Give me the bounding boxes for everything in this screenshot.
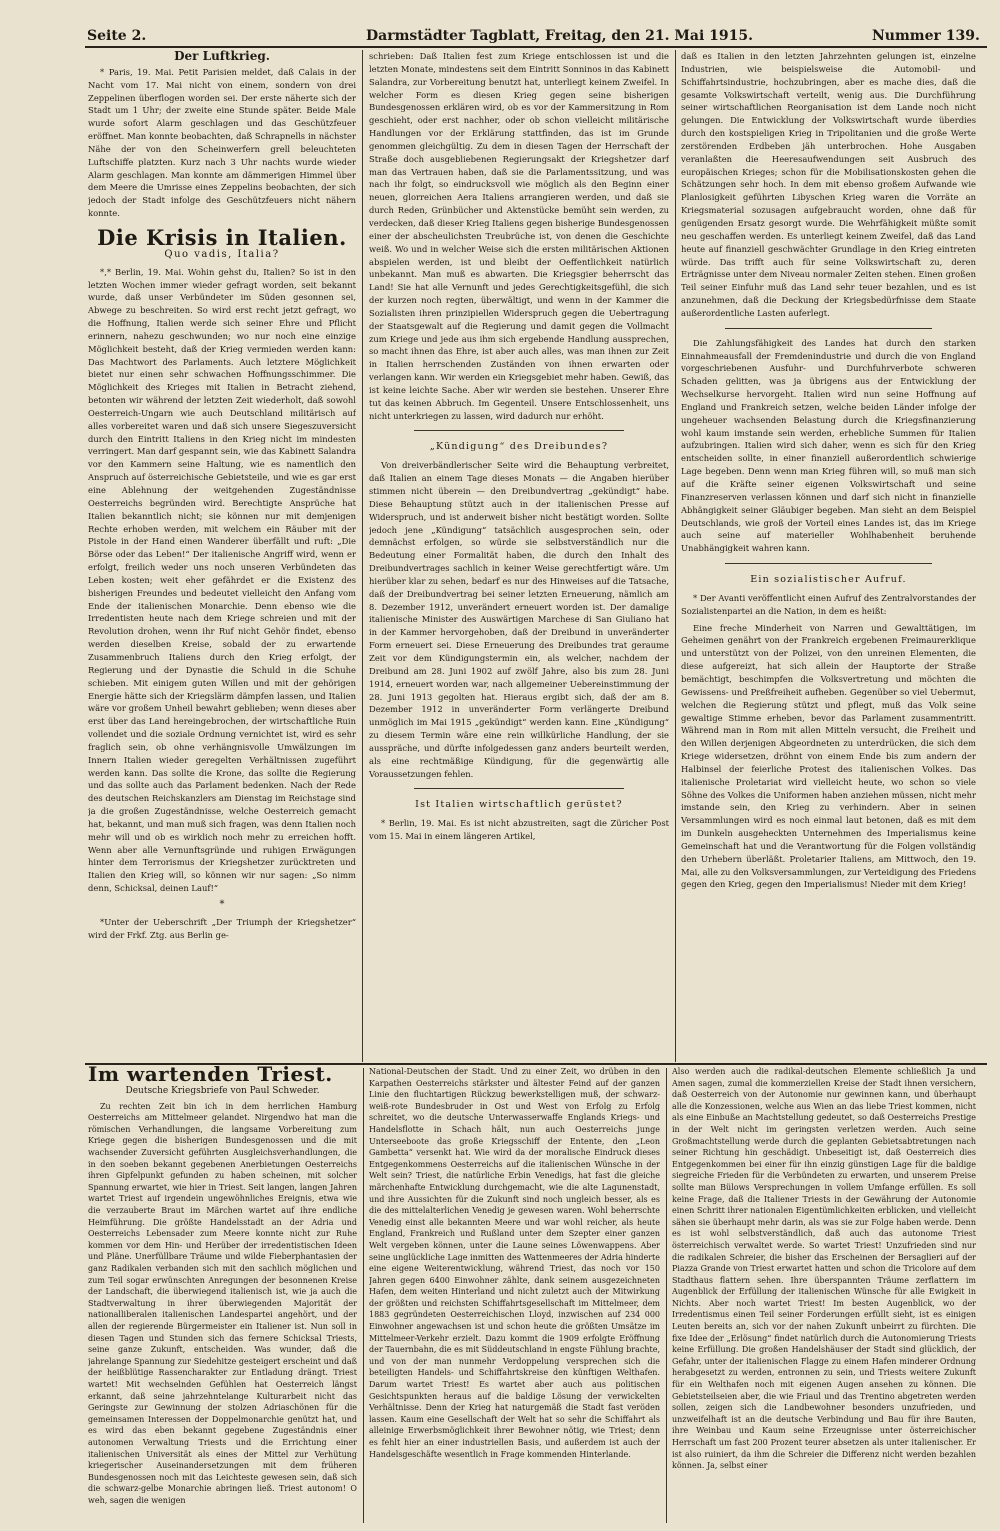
aufruf-heading: Ein sozialistischer Aufruf. (750, 574, 907, 586)
triest-byline: Deutsche Kriegsbriefe von Paul Schweder. (125, 1085, 320, 1096)
dreibund-article: Von dreiverbändlerischer Seite wird die Behauptung verbreitet, daß Italien an einem Tage dieses Monats — die Angaben hierüber stimmen nicht überein — den Dreibundvertrag „gekündigt“ habe. Diese Behauptung stützt auch in der italienischen Presse auf Widerspruch, und ist anderweit bisher nicht bestätigt worden. Sollte jedoch jene „Kündigung“ tatsächlich ausgesprochen sein, oder demnächst erfolgen, so würde sie selbstverständlich nur die Bedeutung einer Formalität haben, die durch den Inhalt des Dreibundvertrages sachlich in keiner Weise gerechtfertigt wäre. Um hierüber klar zu sehen, bedarf es nur des Hinweises auf die Tatsache, daß der Dreibundvertrag bei seiner letzten Erneuerung, nämlich am 8. Dezember 1912, unverändert erneuert worden ist. Der damalige italienische Minister des Auswärtigen Marchese di San Giuliano hat in der Kammer hervorgehoben, daß der Dreibund in unveränderter Form erneuert sei. Diese Erneuerung des Dreibundes trat geraume Zeit vor dem Kündigungstermin ein, als welcher, nachdem der Dreibund am 28. Juni 1902 auf zwölf Jahre, also bis zum 28. Juni 1914, erneuert worden war, nach allgemeiner Uebereinstimmung der 28. Juni 1913 gegolten hat. Hieraus ergibt sich, daß der am 8. Dezember 1912 in unveränderter Form verlängerte Dreibund unmöglich im Mai 1915 „gekündigt“ werden kann. Eine „Kündigung“ zu diesem Termin wäre eine rein willkürliche Handlung, der sie ausspräche, und dürfte infolgedessen ganz anders beurteilt werden, als eine rechtmäßige Kündigung, für die gegenwärtig alle Voraussetzungen fehlen. (369, 460, 669, 779)
krisis-article-body: *,* Berlin, 19. Mai. Wohin gehst du, Italien? So ist in den letzten Wochen immer wieder gefragt worden, seit bekannt wurde, daß unser Verbündeter im Süden gesonnen sei, Abwege zu beschreiten. So wird erst recht jetzt gefragt, wo die Hoffnung, Italien werde sich seiner Ehre und Pflicht erinnern, nahezu geschwunden; wo nur noch eine einzige Möglichkeit besteht, daß der Krieg vermieden werden kann: Das Machtwort des Parlaments. Auch letztere Möglichkeit bietet nur einen sehr schwachen Hoffnungsschimmer. Die Möglichkeit des Krieges mit Italien in Betracht ziehend, betonten wir während der letzten Zeit wiederholt, daß sowohl Oesterreich-Ungarn wie auch Deutschland militärisch auf alles vorbereitet waren und daß sich unsere Siegeszuversicht durch den Eintritt Italiens in den Krieg nicht im mindesten verringert. Man darf gespannt sein, wie das Kabinett Salandra vor den Kammern seine Haltung, wie es namentlich den Anspruch auf österreichische Gebietsteile, und wie es gar erst eine Ablehnung der weitgehenden Zugeständnisse Oesterreichs begründen wird. Berechtigte Ansprüche hat Italien bekanntlich nicht; sie können nur mit demjenigen Rechte erhoben werden, mit welchem ein Räuber mit der Pistole in der Hand einen Wanderer überfällt und ruft: „Die Börse oder das Leben!“ Der italienische Angriff wird, wenn er erfolgt, freilich weder uns noch unseren Verbündeten das Leben kosten; weit eher gefährdet er die Existenz des bisherigen Freundes und bedeutet vielleicht den Anfang vom Ende der italienischen Monarchie. Denn ebenso wie die Irredentisten heute nach dem Kriege schreien und mit der Revolution drohen, wenn ihr Ruf nicht Gehör findet, ebenso werden dieselben Kreise, sobald der zu erwartende Zusammenbruch Italiens durch den Krieg erfolgt, der Regierung und der Dynastie die Schuld in die Schuhe schieben. Mit einigem guten Willen und mit der gehörigen Energie hätte sich der Kriegslärm dämpfen lassen, und Italien wäre vor großem Unheil bewahrt geblieben; wenn dieses aber erst über das Land hereingebrochen, der wirtschaftliche Ruin vollendet und die soziale Ordnung vernichtet ist, wird es sehr fraglich sein, ob ohne verhängnisvolle Umwälzungen im Innern Italien wieder geregelten Verhältnissen zugeführt werden kann. Das sollte die Krone, das sollte die Regierung und das sollte auch das Parlament bedenken. Nach der Rede des deutschen Reichskanzlers am Dienstag im Reichstage sind ja die großen Zugeständnisse, welche Oesterreich gemacht hat, bekannt, und man muß sich fragen, was denn Italien noch mehr will und ob es wirklich noch mehr zu erreichen hofft. Wenn aber alle Vernunftsgründe und ruhigen Erwägungen hinter dem Terrorismus der Kriegshetzer zurücktreten und Italien den Krieg will, so können wir nur sagen: „So nimm denn, Schicksal, deinen Lauf!“ (88, 266, 356, 894)
triest-column-2 (369, 1066, 660, 1524)
kriegshetzer-article: schrieben: Daß Italien fest zum Kriege entschlossen ist und die letzten Monate, mindestens seit dem Eintritt Sonninos in das Kabinett Salandra, zur Vorbereitung benutzt hat, unterliegt keinem Zweifel. In welcher Form es diesen Krieg gegen seine bisherigen Bundesgenossen erklären wird, ob es vor der Kammersitzung in Rom geschieht, oder erst nachher, oder ob schon vielleicht militärische Handlungen vor der Erklärung stattfinden, das ist im Grunde genommen gleichgültig. Zu dem in diesen Tagen der Herrschaft der Straße doch ausgebliebenen Regierungsakt der Kriegshetzer darf man das Vertrauen haben, daß sie die Parlamentssitzung, und was nach ihr folgt, so eindrucksvoll wie möglich als den Beginn einer neuen, glorreichen Aera Italiens arrangieren werden, und daß sie durch Reden, Grünbücher und Aktenstücke bemüht sein werden, zu verdecken, daß dieser Krieg Italiens gegen bisherige Bundesgenossen einer der abscheulichsten Treubrüche ist, von denen die Geschichte weiß. Wo und in welcher Weise sich die ersten militärischen Aktionen abspielen werden, ist und bleibt der Oeffentlichkeit natürlich unbekannt. Man muß es abwarten. Die Kriegsgier beherrscht das Land! Sie hat alle Vernunft und jedes Gerechtigkeitsgefühl, die sich der kurzen noch regten, überwältigt, und wenn in der Kammer die Sozialisten ihren prinzipiellen Widerspruch gegen die Uebertragung der Staatsgewalt auf die Regierung und damit gegen die Vollmacht zum Kriege und jede aus ihm sich ergebende Handlung aussprechen, so macht ihnen das Ehre, ist aber auch alles, was man ihnen zur Zeit in Italien herrschenden Zuständen von ihnen erwarten oder verlangen kann. Wir werden ein Kriegsgebiet mehr haben. Gewiß, das ist keine leichte Sache. Aber wir werden sie bestehen. Unserer Ehre tut das keinen Abbruch. Im Gegenteil. Unsere Entschlossenheit, uns nicht unterkriegen zu lassen, wird dadurch nur erhöht. (369, 51, 669, 421)
issue-number: Nummer 139. (872, 28, 980, 44)
wirtschaft-heading: Ist Italien wirtschaftlich gerüstet? (415, 799, 623, 811)
wirtschaft-article-start: * Berlin, 19. Mai. Es ist nicht abzustreiten, sagt die Züricher Post vom 15. Mai in einem längeren Artikel, (369, 818, 669, 842)
section-separator (85, 1063, 987, 1065)
triest-text-part1: Zu rechten Zeit bin ich in dem herrlichen Hamburg Oesterreichs am Mittelmeer gelandet. Nirgendwo hat man die römischen Verhandlungen, die langsame Vorbereitung zum Kriege gegen die bisherigen Bundesgenossen und die mit wachsender Zuversicht geführten Ausgleichsverhandlungen, die in den soeben bekannt gegebenen Anerbietungen Oesterreichs ihren Gipfelpunkt gefunden zu haben scheinen, mit solcher Spannung erwartet, wie hier in Triest. Seit langen, langen Jahren wartet Triest auf irgendein ungewöhnliches Ereignis, etwa wie die verzauberte Braut im Märchen wartet auf ihre endliche Heimführung. Die größte Handelsstadt an der Adria und Oesterreichs Lebensader zum Meere konnte nicht zur Ruhe kommen vor dem Hin- und Herüber der irredentistischen Ideen und Pläne. Unerfüllbare Träume und wilde Fieberphantasien der ganz Radikalen verbanden sich mit den sachlich möglichen und zum Teil sogar erwünschten Anregungen der besonnenen Kreise der Landschaft, die überwiegend italienisch ist, wie ja auch die Stadtverwaltung in ihrer überwiegenden Majorität der nationalliberalen italienischen Landespartei angehört, und der allen der regierende Bürgermeister ein Italiener ist. Nun soll in diesen Tagen und Stunden sich das fernere Schicksal Triests, seine ganze Zukunft, entscheiden. Was wunder, daß die jahrelange Spannung zur Siedehitze gesteigert erscheint und daß der heißblütige Rassencharakter zur Entladung drängt. Triest wartet! Mit wechselnden Gefühlen hat Oesterreich längst erkannt, daß seine jahrzehntelange Kulturarbeit nicht das Geringste zur Gewinnung der stolzen Adriaschönen für die gemeinsamen Interessen der Doppelmonarchie genützt hat, und es wird das eben bekannt gegebene Zugeständnis einer autonomen Verwaltung Triests und die Errichtung einer italienischen Universität als eines der Mittel zur Verhütung kriegerischer Auseinandersetzungen mit dem früheren Bundesgenossen noch mit das Leichteste gewesen sein, daß sich die schwarz-gelbe Monarchie abringen ließ. Triest autonom! O weh, sagen die wenigen (88, 1101, 357, 1505)
wirtschaft-article-cont: daß es Italien in den letzten Jahrzehnten gelungen ist, einzelne Industrien, wie beispielsweise die Automobil- und Schiffahrtsindustrie, hochzubringen, aber es mache dies, daß die gesamte Volkswirtschaft verteilt, wenig aus. Die Durchführung seiner wirtschaftlichen Reorganisation ist dem Lande noch nicht gelungen. Die Entwicklung der Volkswirtschaft wurde überdies durch den kostspieligen Krieg in Tripolitanien und die große Werte zerstörenden Erdbeben jäh unterbrochen. Hohe Ausgaben veranlaßten die Heeresaufwendungen seit Ausbruch des europäischen Krieges; schon für die Mobilisationskosten gehen die Schätzungen sehr hoch. In dem mit ebenso großem Aufwande wie Planlosigkeit geführten Libyschen Krieg waren die Vorräte an Kriegsmaterial sozusagen aufgebraucht worden, ohne daß für genügenden Ersatz gesorgt wurde. Die Wehrfähigkeit müßte somit neu geschaffen werden. Es unterliegt keinem Zweifel, daß das Land heute auf finanziell geschwächter Grundlage in den Krieg eintreten würde. Das trifft auch für seine Volkswirtschaft zu, deren Erträgnisse unter dem Niveau normaler Zeiten stehen. Einen großen Teil seiner Einfuhr muß das Land sehr teuer bezahlen, und es ist anzunehmen, daß die Deckung der Kriegsbedürfnisse dem Staate außerordentliche Lasten auferlegt. (681, 51, 976, 318)
column-divider (362, 50, 363, 1062)
krisis-article-continued: *Unter der Ueberschrift „Der Triumph der Kriegshetzer“ wird der Frkf. Ztg. aus Berlin ge- (88, 916, 356, 940)
triest-heading: Im wartenden Triest. (88, 1066, 333, 1086)
krisis-subheading: Quo vadis, Italia? (164, 248, 280, 260)
section-rule (725, 563, 932, 564)
column-3 (681, 50, 976, 1060)
dreibund-heading: „Kündigung“ des Dreibundes? (429, 441, 609, 453)
triest-column-3 (672, 1066, 976, 1524)
triest-text-part3: Also werden auch die radikal-deutschen Elemente schließlich Ja und Amen sagen, zumal die kommerziellen Kreise der Stadt ihnen versichern, daß Oesterreich von der Autonomie nur gewinnen kann, und überhaupt alle die Konzessionen, welche aus Wien an das liebe Triest kommen, nicht als eine Einbuße an Machtstellung gedeutet, so daß Oesterreichs Prestige in der Welt nicht im geringsten verletzen werden. Auch seine Großmachtstellung werde durch die geplanten Gebietsabtretungen nach seiner Richtung hin geschädigt. Unbeseitigt ist, daß Oesterreich dies Entgegenkommen bei einer für ihn einzig günstigen Lage für die baldige siegreiche Frieden für die Verbündeten zu erwarten, und unserem Preise sollte man Bülows Versprechungen in vollem Umfange erfüllen. Es soll keine Frage, daß die Italiener Triests in der Gewährung der Autonomie einen Schritt ihrer nationalen Eigentümlichkeiten erblicken, und vielleicht sähen sie überhaupt mehr darin, als was sie zur Folge haben werde. Denn es ist wohl selbstverständlich, daß auch das autonome Triest österreichisch verwaltet werde. So wartet Triest! Unzufrieden sind nur die radikalen Schreier, die bisher das Erscheinen der Bersaglieri auf der Piazza Grande von Triest erwartet hatten und schon die Tricolore auf dem Stadthaus flattern sehen. Ihre überspannten Träume zerflattern im Augenblick der Erfüllung der italienischen Wünsche für alle Ewigkeit in Nichts. Aber noch wartet Triest! Im besten Augenblick, wo der Irredentismus einen Teil seiner Forderungen erfüllt sieht, ist es einigen Leuten bereits an, sich vor der nahen Zukunft unbeirrt zu fürchten. Die fixe Idee der „Erlösung“ findet natürlich durch die Autonomierung Triests keine Erfüllung. Die großen Handelshäuser der Stadt sind glücklich, der Gefahr, unter der italienischen Flagge zu einem Hafen minderer Ordnung herabgesetzt zu werden, entronnen zu sein, und Triests weitere Zukunft für ein Welthafen noch mit eigenen Augen ansehen zu können. Die Gebietsteilseien aber, die wie Friaul und das Trentino abgetreten werden sollen, zeigen sich die Landbewohner besonders unzufrieden, und unzweifelhaft ist an die deutsche Verbindung und Bau für ihre Bauten, ihre Weinbau und Kaum seine Erzeugnisse unter österreichischer Herrschaft um fast 200 Prozent teurer absetzen als unter italienischer. Er ist also ruiniert, da ihm die Schreier die Differenz nicht werden bezahlen können. Ja, selbst einer (672, 1067, 976, 1471)
section-rule (725, 328, 932, 329)
column-divider (363, 1068, 364, 1523)
triest-column-1 (88, 1066, 357, 1524)
luftkrieg-heading: Der Luftkrieg. (174, 50, 270, 63)
section-rule (414, 430, 624, 431)
aufruf-text: Eine freche Minderheit von Narren und Gewalttätigen, im Geheimen genährt von der Frankreich ergebenen Freimaurerklique und unterstützt von der Polizei, von den unreinen Elementen, die diese aufgereizt, hat sich allein der Hauptorte der Straße bemächtigt, beschimpfen die Volksvertretung und möchten die Gewissens- und Preßfreiheit aufheben. Gegenüber so viel Uebermut, welchen die Regierung stützt und pflegt, muß das Volk seine gewaltige Stimme erheben, bevor das Parlament zusammentritt. Während man in Rom mit allen Mitteln versucht, die Freiheit und den Willen derjenigen Abgeordneten zu unterdrücken, die sich dem Kriege widersetzen, dröhnt von einem Ende bis zum andern der Halbinsel der feierliche Protest des italienischen Volkes. Das italienische Proletariat wird vielleicht heute, wo schon so viele Söhne des Volkes die Uniformen haben anziehen müssen, nicht mehr imstande sein, den Krieg zu verhindern. Aber in seinen Versammlungen wird es noch einmal laut betonen, daß es mit dem im Dunkeln ausgeheckten Unternehmen des Imperialismus keine Gemeinschaft hat und die Verantwortung für die Folgen vollständig den Urhebern überläßt. Proletarier Italiens, am Mittwoch, den 19. Mai, alle zu den Volksversammlungen, zur Verteidigung des Friedens gegen den Krieg, gegen den Imperialismus! Nieder mit dem Krieg! (681, 622, 976, 890)
aufruf-intro: * Der Avanti veröffentlicht einen Aufruf des Zentralvorstandes der Sozialistenpartei an die Nation, in dem es heißt: (681, 592, 976, 616)
header-rule (85, 46, 987, 48)
page-number: Seite 2. (87, 28, 147, 44)
column-2 (369, 50, 669, 1060)
triest-text-part2: National-Deutschen der Stadt. Und zu einer Zeit, wo drüben in den Karpathen Oesterreichs stärkster und ältester Feind auf der ganzen Linie den fluchtartigen Rückzug bewerkstelligen muß, der schwarz-weiß-rote Bundesbruder in Ost und West von Erfolg zu Erfolg schreitet, wo die deutsche Unterwasserwaffe Englands Kriegs- und Handelsflotte in Schach hält, nun auch Oesterreichs junge Unterseeboote das große Kriegsschiff der Entente, den „Leon Gambetta“ versenkt hat. Wie wird da der moralische Eindruck dieses Entgegenkommens Oesterreichs auf die italienischen Wünsche in der Welt sein? Triest, die natürliche Erbin Venedigs, hat fast die gleiche märchenhafte Entwicklung durchgemacht, wie die alte Lagunenstadt, und ihre Aussichten für die Zukunft sind noch ungleich besser, als es die des mittelalterlichen Venedig je gewesen waren. Wohl beherrschte Venedig einst alle bekannten Meere und war wohl reicher, als heute England, Frankreich und Rußland unter dem Szepter einer ganzen Welt vergeben können, unter die Laune seines Löwenwappens. Aber seine unglückliche Lage inmitten des Wattenmeeres der Adria hinderte eine eigene Weiterentwicklung, während Triest, das noch vor 150 Jahren gegen 6400 Einwohner zählte, dank seinem ausgezeichneten Hafen, dem weiten Hinterland und nicht zuletzt auch der Mitwirkung der größten und reichsten Schiffahrtsgesellschaft im Mittelmeer, dem 1883 gegründeten Oesterreichischen Lloyd, inzwischen auf 234 000 Einwohner angewachsen ist und schon heute die größten Umsätze im Mittelmeer-Verkehr erzielt. Dazu kommt die 1909 erfolgte Eröffnung der Tauernbahn, die es mit Süddeutschland in engste Fühlung brachte, und von der man nunmehr Verdoppelung versprechen sich die beteiligten Handels- und Schiffahrtskreise den künftigen Welthafen. Darum wartet Triest! Es wartet aber auch aus politischen Gesichtspunkten heraus auf die baldige Lösung der verwickelten Verhältnisse. Denn der Krieg hat naturgemäß die Stadt fast veröden lassen. Kaum eine Gesellschaft der Welt hat so sehr die Schiffahrt als alleinige Erwerbsmöglichkeit ihrer Bewohner nötig, wie Triest; denn es fehlt hier an einer industriellen Basis, und außerdem ist auch der Handelsgeschäfte wesentlich in Frage kommenden Hinterlande. (369, 1067, 660, 1459)
krisis-heading: Die Krisis in Italien. (97, 224, 347, 250)
luftkrieg-article: * Paris, 19. Mai. Petit Parisien meldet, daß Calais in der Nacht vom 17. Mai nicht von einem, sondern von drei Zeppelinen überflogen worden sei. Der erste näherte sich der Stadt um 1 Uhr; der zweite eine Stunde später. Beide Male wurde sofort Alarm geschlagen und das Geschützfeuer eröffnet. Man konnte beobachten, daß Schrapnells in nächster Nähe der von den Scheinwerfern grell beleuchteten Luftschiffe platzten. Kurz nach 3 Uhr nachts wurde wieder Alarm geschlagen. Man konnte am dämmerigen Himmel über dem Meere die Umrisse eines Zeppelins beobachten, der sich jedoch der Stadt infolge des Geschützfeuers nicht nähern konnte. (88, 66, 356, 219)
column-1 (88, 50, 356, 1060)
separator-star: * (219, 899, 225, 910)
column-divider (666, 1068, 667, 1523)
column-divider (675, 50, 676, 1062)
page-header (0, 0, 1000, 50)
zahlungsfaehigkeit-article: Die Zahlungsfähigkeit des Landes hat durch den starken Einnahmeausfall der Fremdenindustrie und durch die von England vorgeschriebenen Ausfuhr- und Durchfuhrverbote schweren Schaden gelitten, was ja übrigens aus der Entwicklung der Wechselkurse hervorgeht. Italien wird nun seine Hoffnung auf England und Frankreich setzen, welche beiden Länder infolge der ungeheuer wachsenden Belastung durch die Kriegsfinanzierung wohl kaum imstande sein werden, erhebliche Summen für Italien aufzubringen. Italien wird sich daher, wenn es sich für den Krieg entscheiden sollte, in einer finanziell außerordentlich schwierige Lage begeben. Denn wenn man Krieg führen will, so muß man sich auf die Kräfte seiner eigenen Volkswirtschaft und seine Finanzreserven verlassen können und darf sich nicht in finanzielle Abhängigkeit seiner Gläubiger begeben. Man sieht an dem Beispiel Deutschlands, wie groß der Vorteil eines Landes ist, das im Kriege auch seine auf materieller Wohlhabenheit beruhende Unabhängigkeit wahren kann. (681, 337, 976, 554)
masthead-title: Darmstädter Tagblatt, Freitag, den 21. Mai 1915. (366, 28, 753, 44)
section-rule (414, 788, 624, 789)
